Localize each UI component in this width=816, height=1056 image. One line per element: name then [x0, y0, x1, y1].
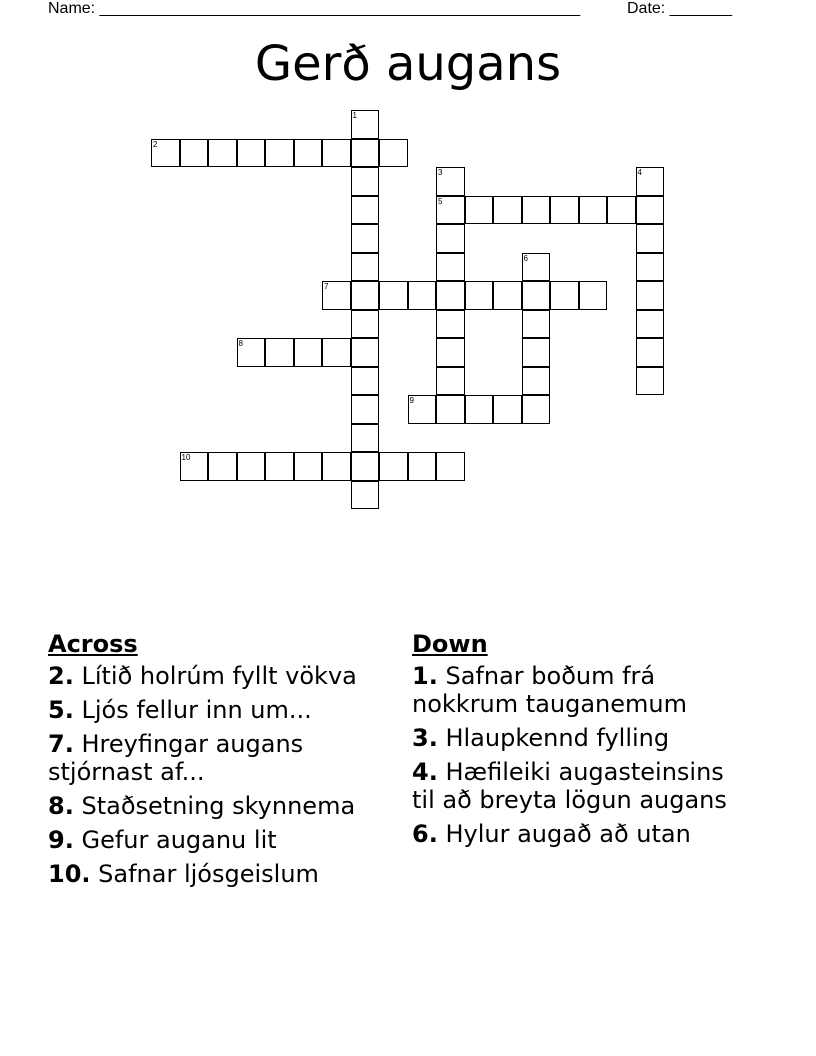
grid-cell[interactable] [522, 196, 551, 225]
grid-cell[interactable] [522, 253, 551, 282]
grid-cell[interactable] [351, 281, 380, 310]
cell-number: 9 [409, 396, 414, 405]
clue-text: Hylur augað að utan [445, 820, 691, 848]
grid-cell[interactable] [351, 424, 380, 453]
grid-cell[interactable] [522, 281, 551, 310]
grid-cell[interactable] [265, 452, 294, 481]
clue-text: Staðsetning skynnema [81, 792, 356, 820]
grid-cell[interactable] [408, 452, 437, 481]
grid-cell[interactable] [351, 139, 380, 168]
clue-text: Gefur auganu lit [81, 826, 277, 854]
date-field: Date: _______ [627, 0, 732, 17]
cell-number: 5 [438, 196, 443, 206]
grid-cell[interactable] [379, 452, 408, 481]
grid-cell[interactable] [579, 196, 608, 225]
clue-number: 2. [48, 662, 74, 690]
grid-cell[interactable] [351, 110, 380, 139]
grid-cell[interactable] [294, 452, 323, 481]
grid-cell[interactable] [636, 224, 665, 253]
grid-cell[interactable] [493, 196, 522, 225]
grid-cell[interactable] [379, 139, 408, 168]
name-field: Name: ______________________________________________________ [48, 0, 581, 17]
grid-cell[interactable] [436, 167, 465, 196]
clue-text: Hæfileiki augasteinsins til að breyta lögun augans [412, 758, 727, 814]
grid-cell[interactable] [579, 281, 608, 310]
grid-cell[interactable] [636, 167, 665, 196]
clue-down-4 [412, 758, 752, 814]
grid-cell[interactable] [436, 253, 465, 282]
grid-cell[interactable] [180, 452, 209, 481]
clue-across-9 [48, 826, 388, 854]
clue-number: 9. [48, 826, 74, 854]
down-heading: Down [412, 630, 488, 658]
clue-text: Hreyfingar augans stjórnast af... [48, 730, 304, 786]
clue-number: 6. [412, 820, 438, 848]
grid-cell[interactable] [208, 139, 237, 168]
grid-cell[interactable] [351, 167, 380, 196]
page-title: Gerð augans [254, 36, 562, 92]
cell-number: 2 [153, 139, 158, 149]
clue-across-2 [48, 662, 388, 690]
grid-cell[interactable] [408, 281, 437, 310]
cell-number: 10 [181, 453, 191, 462]
grid-cell[interactable] [465, 196, 494, 225]
grid-cell[interactable] [636, 253, 665, 282]
grid-cell[interactable] [465, 281, 494, 310]
clue-text: Safnar ljósgeislum [98, 860, 319, 888]
cell-number: 4 [637, 168, 642, 177]
cell-number: 8 [238, 339, 243, 348]
clue-across-5 [48, 696, 388, 724]
grid-cell[interactable] [436, 452, 465, 481]
grid-cell[interactable] [322, 452, 351, 481]
cell-number: 7 [324, 282, 329, 291]
grid-cell[interactable] [550, 196, 579, 225]
grid-cell[interactable] [237, 139, 266, 168]
cell-number: 6 [523, 253, 528, 263]
grid-cell[interactable] [351, 338, 380, 367]
cell-number: 1 [352, 111, 357, 120]
grid-cell[interactable] [237, 338, 266, 367]
grid-cell[interactable] [208, 452, 237, 481]
grid-cell[interactable] [351, 452, 380, 481]
grid-cell[interactable] [465, 395, 494, 424]
grid-cell[interactable] [636, 338, 665, 367]
grid-cell[interactable] [294, 139, 323, 168]
clue-text: Lítið holrúm fyllt vökva [81, 662, 357, 690]
grid-cell[interactable] [351, 224, 380, 253]
clue-down-6 [412, 820, 752, 848]
grid-cell[interactable] [636, 281, 665, 310]
grid-cell[interactable] [322, 338, 351, 367]
grid-cell[interactable] [436, 224, 465, 253]
grid-cell[interactable] [636, 310, 665, 339]
grid-cell[interactable] [237, 452, 266, 481]
grid-cell[interactable] [436, 281, 465, 310]
grid-cell[interactable] [636, 367, 665, 396]
grid-cell[interactable] [436, 367, 465, 396]
grid-cell[interactable] [522, 395, 551, 424]
grid-cell[interactable] [522, 338, 551, 367]
clue-text: Hlaupkennd fylling [445, 724, 670, 752]
clue-number: 8. [48, 792, 74, 820]
clue-number: 1. [412, 662, 438, 690]
clue-across-10 [48, 860, 388, 888]
grid-cell[interactable] [351, 310, 380, 339]
down-clues [412, 630, 752, 854]
grid-cell[interactable] [493, 281, 522, 310]
clue-across-7 [48, 730, 388, 786]
grid-cell[interactable] [436, 310, 465, 339]
grid-cell[interactable] [436, 196, 465, 225]
grid-cell[interactable] [607, 196, 636, 225]
clue-text: Safnar boðum frá nokkrum tauganemum [412, 662, 687, 718]
grid-cell[interactable] [436, 395, 465, 424]
across-heading: Across [48, 630, 138, 658]
clue-number: 10. [48, 860, 91, 888]
grid-cell[interactable] [522, 310, 551, 339]
cell-number: 3 [438, 168, 443, 177]
grid-cell[interactable] [636, 196, 665, 225]
grid-cell[interactable] [351, 253, 380, 282]
clue-number: 7. [48, 730, 74, 758]
grid-cell[interactable] [151, 139, 180, 168]
grid-cell[interactable] [550, 281, 579, 310]
grid-cell[interactable] [351, 367, 380, 396]
clue-down-3 [412, 724, 752, 752]
grid-cell[interactable] [408, 395, 437, 424]
grid-cell[interactable] [180, 139, 209, 168]
grid-cell[interactable] [322, 281, 351, 310]
across-clues [48, 630, 388, 894]
grid-cell[interactable] [436, 338, 465, 367]
clue-across-8 [48, 792, 388, 820]
grid-cell[interactable] [493, 395, 522, 424]
clue-number: 4. [412, 758, 438, 786]
clue-text: Ljós fellur inn um... [81, 696, 312, 724]
grid-cell[interactable] [379, 281, 408, 310]
grid-cell[interactable] [265, 139, 294, 168]
grid-cell[interactable] [265, 338, 294, 367]
grid-cell[interactable] [351, 395, 380, 424]
grid-cell[interactable] [351, 481, 380, 510]
grid-cell[interactable] [322, 139, 351, 168]
clue-number: 5. [48, 696, 74, 724]
clue-down-1 [412, 662, 752, 718]
clue-number: 3. [412, 724, 438, 752]
grid-cell[interactable] [522, 367, 551, 396]
grid-cell[interactable] [294, 338, 323, 367]
grid-cell[interactable] [351, 196, 380, 225]
